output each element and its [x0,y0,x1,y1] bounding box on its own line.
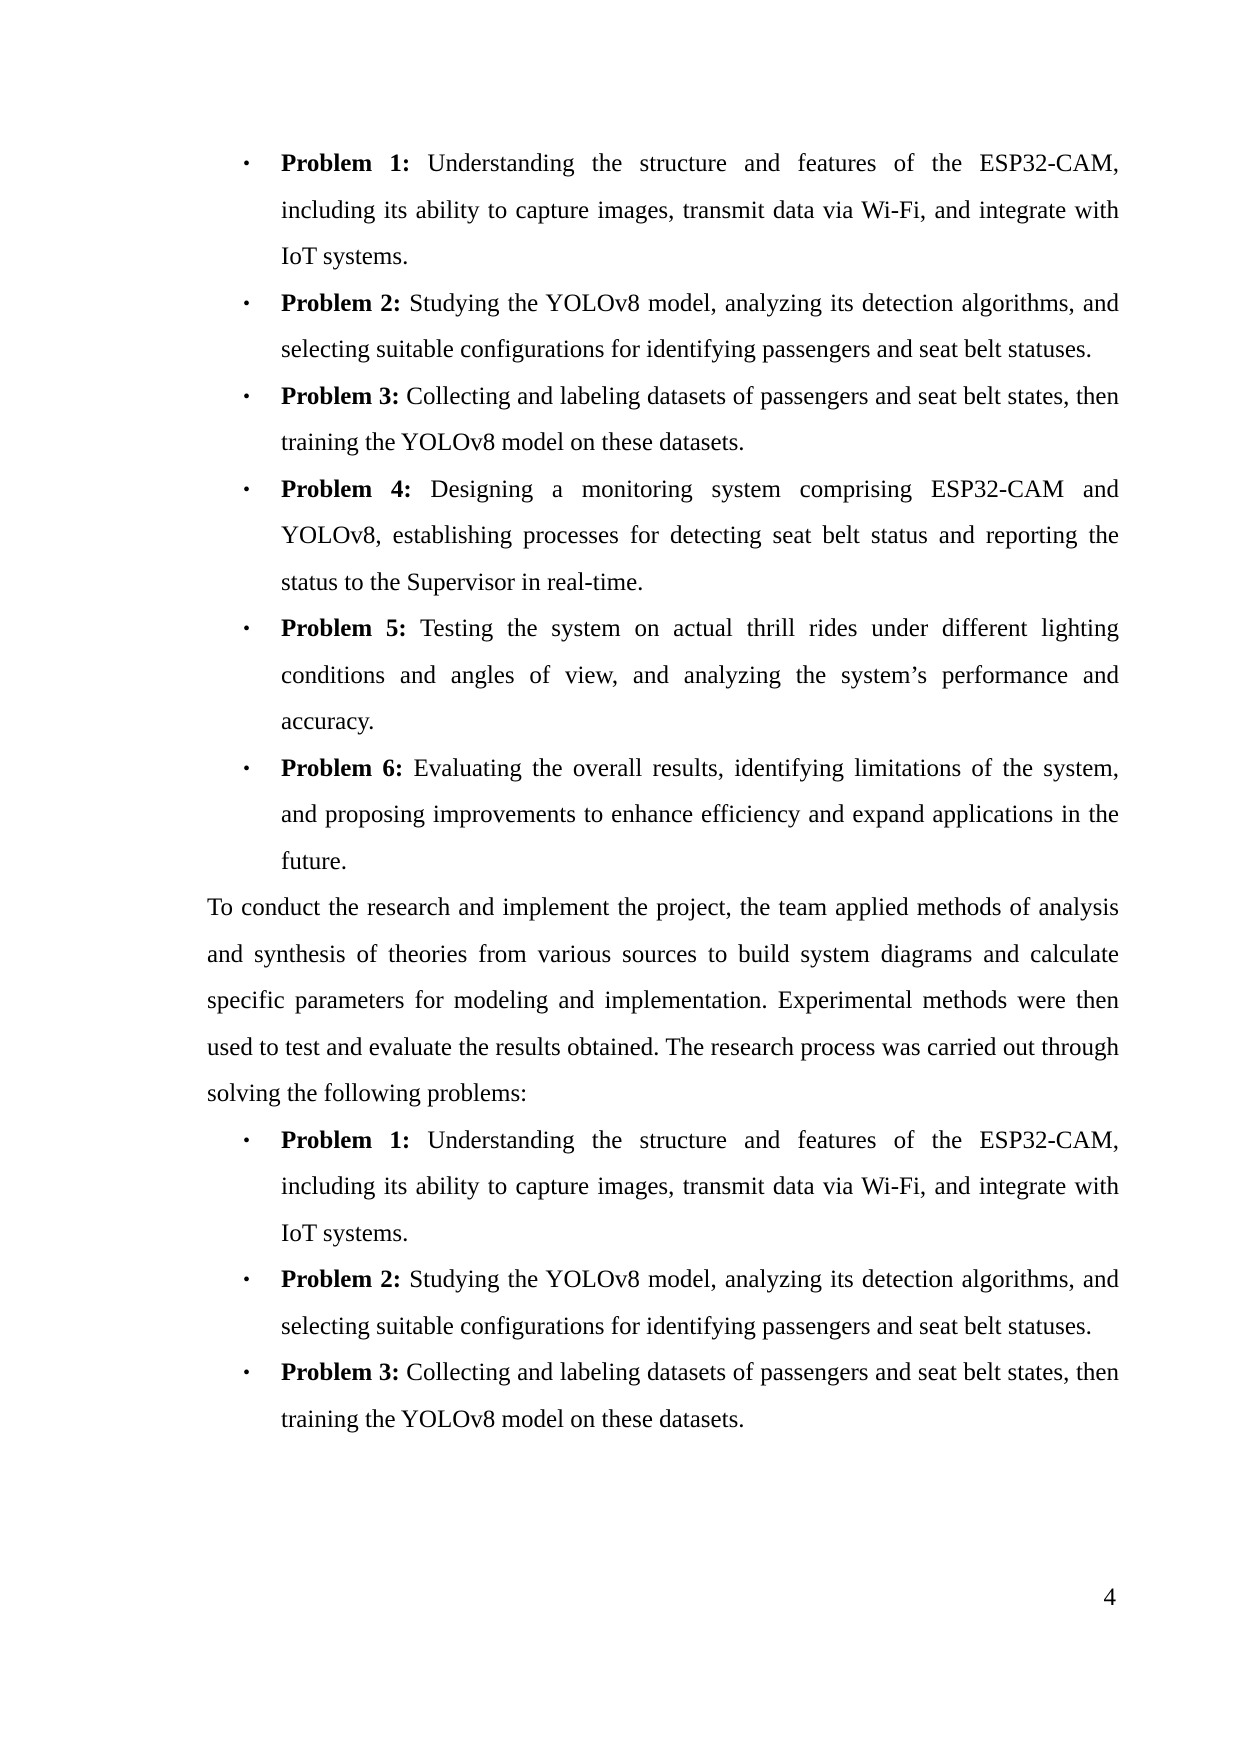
bullet-icon: • [243,1269,251,1291]
problem-label: Problem 1: [281,150,411,177]
page-content [207,141,1119,1443]
bullet-icon: • [243,1129,251,1152]
problem-text: Studying the YOLOv8 model, analyzing its detection algorithms, and selecting suitable configurations for identifying passengers and seat belt statuses. [281,289,1120,363]
list-item [207,281,1119,374]
problem-label: Problem 2: [281,289,402,317]
list-item [207,1118,1119,1258]
list-item [207,374,1119,467]
problem-text: Understanding the structure and features of the ESP32-CAM, including its ability to capture images, transmit data via Wi-Fi, and integrate with IoT systems. [281,1126,1120,1247]
problem-text: Designing a monitoring system comprising ESP32-CAM and YOLOv8, establishing processes for detecting seat belt status and reporting the status to the Supervisor in real-time. [281,475,1119,596]
problem-list-first [207,141,1119,885]
bullet-icon: • [243,385,251,408]
list-item [207,141,1119,281]
bullet-icon: • [243,292,251,315]
bullet-icon: • [243,478,251,501]
problem-label: Problem 1: [281,1126,411,1154]
page-number: 4 [1103,1584,1116,1611]
problem-label: Problem 3: [281,1359,400,1386]
problem-label: Problem 4: [281,475,412,503]
problem-text: Understanding the structure and features of the ESP32-CAM, including its ability to capture images, transmit data via Wi-Fi, and integrate with IoT systems. [281,150,1120,270]
problem-list-second [207,1118,1119,1444]
bullet-icon: • [243,757,251,780]
bullet-icon: • [243,1362,251,1384]
list-item [207,1350,1119,1443]
list-item [207,606,1119,746]
bullet-icon: • [243,618,251,640]
problem-label: Problem 3: [281,382,400,410]
bullet-icon: • [243,153,251,175]
problem-text: Collecting and labeling datasets of passengers and seat belt states, then training the YOLOv8 model on these datasets. [281,1359,1120,1433]
problem-text: Evaluating the overall results, identifying limitations of the system, and proposing improvements to enhance efficiency and expand applications in the future. [281,754,1119,875]
problem-label: Problem 2: [281,1266,402,1293]
problem-text: Testing the system on actual thrill rides under different lighting conditions and angles of view, and analyzing the system’s performance and accuracy. [281,615,1119,735]
body-paragraph: To conduct the research and implement the project, the team applied methods of analysis and synthesis of theories from various sources to build system diagrams and calculate specific parameters for modeling and implementation. Experimental methods were then used to test and evaluate the results obtained. The research process was carried out through solving the following problems: [207,894,1119,1107]
problem-text: Studying the YOLOv8 model, analyzing its detection algorithms, and selecting suitable configurations for identifying passengers and seat belt statuses. [281,1266,1120,1340]
problem-text: Collecting and labeling datasets of passengers and seat belt states, then training the YOLOv8 model on these datasets. [281,382,1120,456]
list-item [207,1257,1119,1350]
list-item [207,746,1119,886]
list-item [207,467,1119,607]
problem-label: Problem 6: [281,754,404,782]
problem-label: Problem 5: [281,615,407,642]
